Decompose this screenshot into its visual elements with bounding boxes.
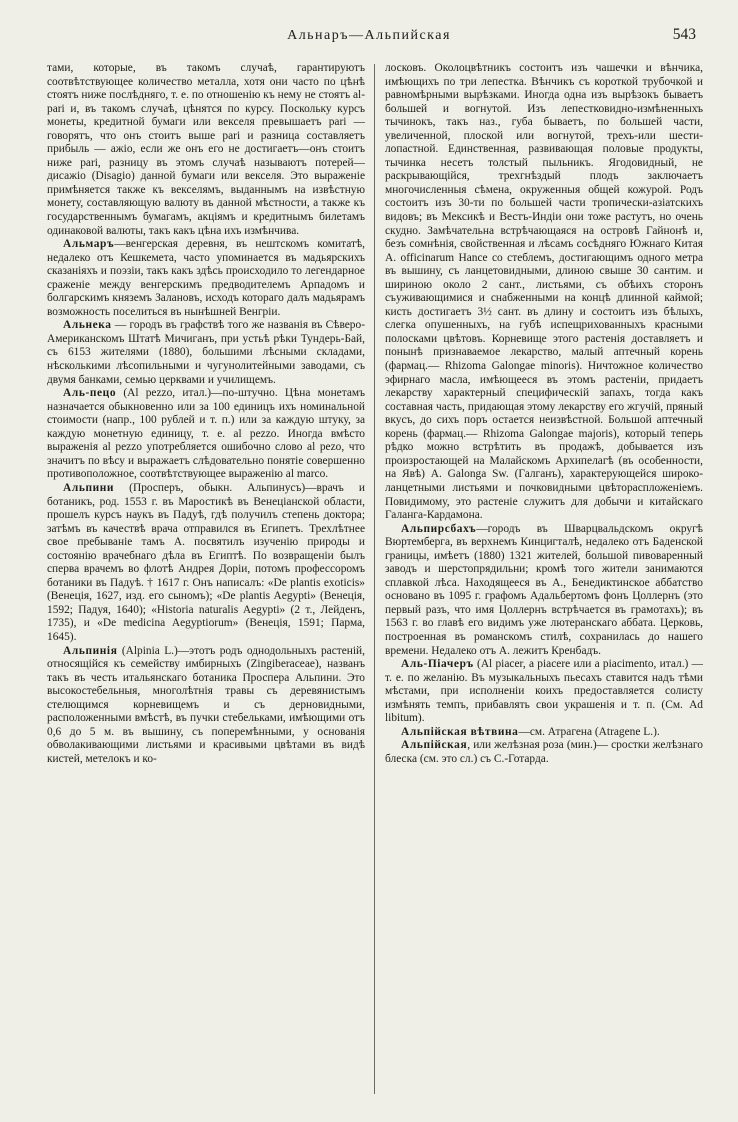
entry-headword: Альнека — [63, 319, 112, 332]
entry-alpini — [47, 482, 365, 645]
entry-headword: Альпирсбахъ — [401, 522, 477, 535]
right-column — [385, 62, 703, 1102]
entry-almar — [47, 238, 365, 319]
column-divider — [374, 64, 375, 1094]
entry-headword: Аль-Піачеръ — [401, 658, 474, 671]
entry-alpena — [47, 319, 365, 387]
left-column — [47, 62, 365, 1102]
entry-continuation — [47, 62, 365, 238]
entry-headword: Альпійская вѣтвина — [401, 725, 519, 738]
entry-text: —венгерская деревня, въ нештскомъ комитатѣ, недалеко отъ Кешкемета, часто упоминается въ мадьярскихъ сказаніяхъ и поэзіи, такъ какъ здѣсь происходило то легендарное сраженіе между венгерскимъ предводителемъ Арпадомъ и болгарскимъ княземъ Залановъ, исходъ котораго далъ мадьярамъ возможность поселиться въ нынѣшней Венгріи. — [47, 238, 365, 318]
page-number: 543 — [672, 26, 696, 43]
entry-text: (Alpinia L.)—этотъ родъ однодольныхъ растеній, относящійся къ семейству имбирныхъ (Zingiberaceae), названъ такъ въ честь итальянскаго ботаника Проспера Альпини. Это высокостебельныя, многолѣтнія травы съ деревянистымъ стелющимся корневищемъ и съ дерновидными, расположенными вмѣстѣ, въ пучки стебельками, имѣющими отъ 0,6 до 5 м. въ вышину, съ поперемѣнными, у основанія обволакивающими листьями и красивыми цвѣтами въ видѣ кистей, метелокъ и ко- — [47, 644, 365, 765]
entry-alpirsbach — [385, 523, 703, 658]
entry-headword: Альпійская — [401, 739, 468, 752]
entry-headword: Аль-пецо — [63, 387, 117, 400]
entry-alpine-rose — [385, 739, 703, 766]
entry-headword: Альпинія — [63, 644, 118, 657]
entry-text: —см. Атрагена (Atragene L.). — [518, 725, 660, 738]
entry-text: (Просперъ, обыкн. Альпинусъ)—врачъ и ботаникъ, род. 1553 г. въ Маростикѣ въ Венеціанской области, прошелъ курсъ наукъ въ Падуѣ, гдѣ получилъ степень доктора; затѣмъ въ качествѣ врача отправился въ Египетъ. Трехлѣтнее свое пребываніе тамъ А. посвятилъ изученію природы и состоянію врачебнаго дѣла въ Египтѣ. По возвращеніи былъ сперва врачемъ во флотѣ Андрея Доріи, потомъ профессоромъ ботаники въ Падуѣ. † 1617 г. Онъ написалъ: «De plantis exoticis» (Венеція, 1627, изд. его сыномъ); «De plantis Aegypti» (Венеція, 1592; Падуя, 1640); «Historia naturalis Aegypti» (2 т., Лейденъ, 1735), и «De medicina Aegyptiorum» (Венеція, 1591; Парма, 1645). — [47, 481, 365, 643]
entry-text: —городъ въ Шварцвальдскомъ округѣ Вюртемберга, въ верхнемъ Кинцигталѣ, недалеко отъ Баденской границы, имѣетъ (1880) 1321 жителей, большой пивоваренный заводъ и шерстопрядильни; кромѣ того жители занимаются сплавкой лѣса. Находящееся въ А., Бенедиктинское аббатство основано въ 1095 г. графомъ Адальбертомъ фонъ Цоллернъ (это первый разъ, что имя Цоллернъ встрѣчается въ грамотахъ); въ 1563 г. во главѣ его видимъ уже лютеранскаго аббата. Церковь, построенная въ романскомъ стилѣ, сохранилась до нашего времени. Недалеко отъ А. лежитъ Кренбадъ. — [385, 522, 703, 657]
entry-text: лосковъ. Околоцвѣтникъ состоитъ изъ чашечки и вѣнчика, имѣющихъ по три лепестка. Вѣнчикъ съ короткой трубочкой и равномѣрными вырѣзками. Иногда одна изъ вырѣзокъ бываетъ большей и вогнутой. Изъ лепестковидно-измѣненныхъ тычинокъ, такъ наз., губа бываетъ, по большей части, увеличенной, плоской или вогнутой, трехъ-или шести-лопастной. Единственная, развивающая половые продукты, тычинка несетъ толстый пыльникъ. Ягодовидный, не раскрывающійся, трехгнѣздый плодъ заключаетъ многочисленныя сѣмена, окруженныя общей кожурой. Родъ состоитъ изъ 30-ти по большей части тропически-азіатскихъ видовъ; въ Мексикѣ и Вестъ-Индіи они тоже растутъ, но очень скудно. Замѣчательна встрѣчающаяся на островѣ Гайнонѣ и, безъ сомнѣнія, свойственная и лѣсамъ сосѣдняго Южнаго Китая А. officinarum Hance со стеблемъ, достигающимъ одного метра въ вышину, съ ланцетовидными, длиною свыше 30 сантим. и шириною около 2 сант., листьями, съ обѣихъ сторонъ съуживающимися и снабженными на концѣ длинной каймой; кисть достигаетъ 3½ сант. въ длину и состоитъ изъ бѣлыхъ, слегка опушенныхъ, на губѣ испещрихованныхъ красными полосками цвѣтовъ. Корневище этого растенія доставляетъ и понынѣ признаваемое лекарство, малый аптечный корень (фармац.— Rhizoma Galongae minoris). Ничтожное количество эфирнаго масла, имѣющееся въ этомъ растеніи, придаетъ лекарству характерный специфическій запахъ, тогда какъ составная часть, придающая этому лекарству его жгучій, пряный вкусъ, до сихъ поръ остается неизвѣстной. Большой аптечный корень (фармац.— Rhizoma Galongae majoris), который теперь рѣдко можно встрѣтить въ продажѣ, добывается изъ произростающей на Малайскомъ Архипелагѣ (въ особенности, на Явѣ) A. Galonga Sw. (Галганъ), характерующейся широко-ланцетными листьями и почковидными цвѣтораспложеніемъ. Повидимому, это растеніе служитъ для добычи и китайскаго Галанга-Кардамона. — [385, 62, 703, 522]
entry-text: (Al pezzo, итал.)—по-штучно. Цѣна монетамъ назначается обыкновенно или за 100 единицъ ихъ номинальной стоимости (напр., 100 рублей и т. п.) или за каждую штуку, за каждую монетную единицу, т. е. al pezzo. Иногда вмѣсто выраженія al pezzo употребляется ошибочно слово al pezo, что значитъ по вѣсу и выражаетъ слѣдовательно понятіе совершенно противоположное, соотвѣтствующее выраженію al marco. — [47, 387, 365, 481]
entry-text: , или желѣзная роза (мин.)— сростки желѣзнаго блеска (см. это сл.) съ С.-Готарда. — [385, 739, 703, 765]
running-title: Альнаръ—Альпийская — [287, 28, 451, 43]
entry-headword: Альмаръ — [63, 238, 115, 251]
entry-alpine-branch — [385, 726, 703, 740]
entry-text: тами, которые, въ такомъ случаѣ, гарантируютъ соотвѣтствующее количество металла, хотя они часто по цѣнѣ стоятъ ниже послѣдняго, т. е. по отношенію къ нему не стоятъ al-pari и, въ такомъ случаѣ, цѣнятся по курсу. Поскольку курсъ монеты, кредитной бумаги или векселя превышаетъ pari — говорятъ, что онъ стоитъ выше pari и разница составляетъ прибыль — ажіо, если же онъ его не достигаетъ—онъ стоитъ ниже pari, разницу въ этомъ случаѣ называютъ потерей—дисажіо (Disagio) данной бумаги или векселя. Это выраженіе примѣняется также къ векселямъ, выданнымъ на извѣстную монету, составляющую валюту въ данной мѣстности, а также къ государственнымъ бумагамъ, акціямъ и кредитнымъ билетамъ одинаковой валюты, такъ какъ цѣна ихъ измѣнчива. — [47, 62, 365, 237]
entry-al-piacer — [385, 658, 703, 726]
entry-alpinia — [47, 645, 365, 767]
entry-al-pezzo — [47, 387, 365, 482]
entry-continuation — [385, 62, 703, 523]
running-head — [0, 24, 738, 50]
entry-text: — городъ въ графствѣ того же названія въ Сѣверо-Американскомъ Штатѣ Мичиганъ, при устьѣ рѣки Тундерь-Бай, съ 6153 жителями (1880), большими лѣсными складами, нѣсколькими лѣсопильными и чугунолитейными заводами, съ двумя банками, семью церквами и училищемъ. — [47, 319, 365, 386]
entry-text: (Al piacer, a piacere или a piacimento, итал.) — т. е. по желанію. Въ музыкальныхъ пьесахъ ставится надъ тѣми мѣстами, при исполненіи коихъ предоставляется солисту измѣнять темпъ, прибавлять свои украшенія и т. п. (См. Ad libitum). — [385, 658, 703, 725]
entry-headword: Альпини — [63, 481, 115, 494]
